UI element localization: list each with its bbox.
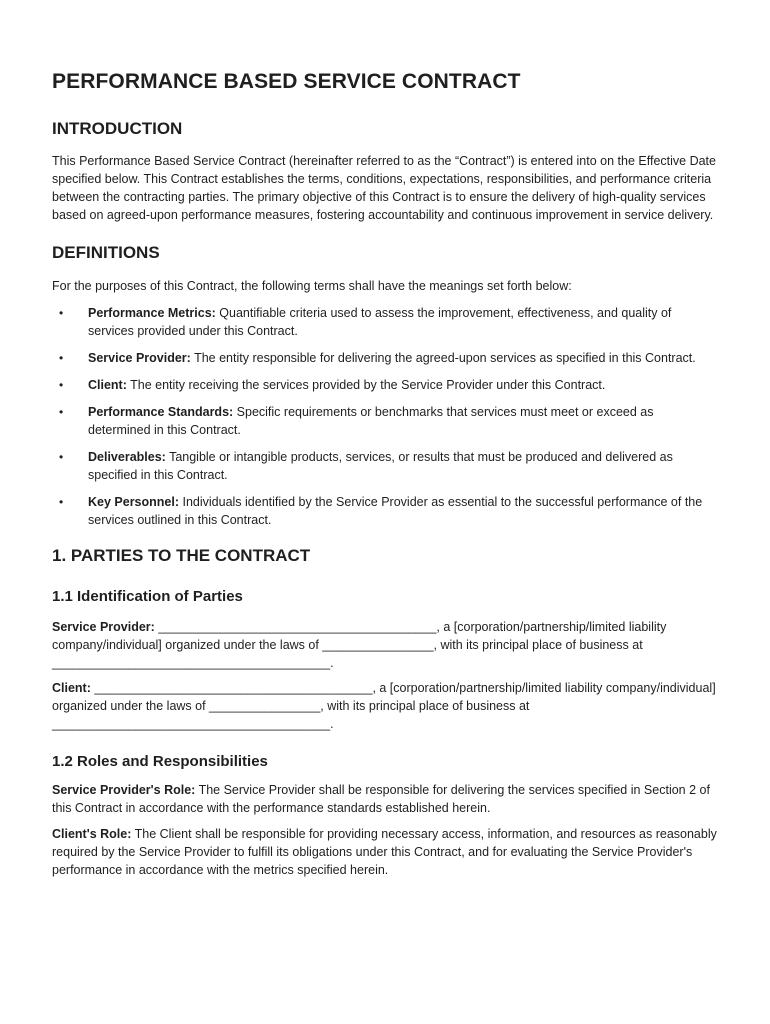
- bullet-icon: •: [59, 306, 64, 320]
- bullet-icon: •: [59, 450, 64, 464]
- definition-text: The entity responsible for delivering the agreed-upon services as specified in this Contract.: [190, 351, 696, 365]
- definition-text: Tangible or intangible products, services, or results that must be produced and delivered as specified in this Contract.: [88, 450, 673, 482]
- list-item: [52, 403, 718, 439]
- list-item: [52, 304, 718, 340]
- definition-text: The entity receiving the services provided by the Service Provider under this Contract.: [126, 378, 606, 392]
- client-role-label: Client's Role:: [52, 827, 132, 841]
- parties-heading: 1. PARTIES TO THE CONTRACT: [52, 546, 311, 565]
- definition-term: Performance Standards:: [88, 405, 234, 419]
- list-item: [52, 349, 718, 367]
- list-item: [52, 448, 718, 484]
- roles-heading: 1.2 Roles and Responsibilities: [52, 753, 268, 770]
- document-title: PERFORMANCE BASED SERVICE CONTRACT: [52, 70, 521, 93]
- definition-term: Client:: [88, 378, 127, 392]
- client-paragraph: [52, 679, 718, 733]
- definition-term: Performance Metrics:: [88, 306, 216, 320]
- client-role-text: The Client shall be responsible for providing necessary access, information, and resources as reasonably required by the Service Provider to fulfill its obligations under this Contract, and for evaluating the Service Provider's performance in accordance with the metrics specified herein.: [52, 827, 717, 877]
- identification-heading: 1.1 Identification of Parties: [52, 588, 243, 605]
- bullet-icon: •: [59, 378, 64, 392]
- client-role-paragraph: [52, 825, 718, 879]
- definition-term: Deliverables:: [88, 450, 166, 464]
- service-provider-label: Service Provider:: [52, 620, 155, 634]
- definition-text: Individuals identified by the Service Provider as essential to the successful performance of the services outlined in this Contract.: [88, 495, 703, 527]
- service-provider-role-paragraph: [52, 781, 718, 817]
- client-label: Client:: [52, 681, 91, 695]
- definitions-intro: For the purposes of this Contract, the following terms shall have the meanings set forth below:: [52, 279, 572, 293]
- definition-term: Service Provider:: [88, 351, 191, 365]
- introduction-paragraph: This Performance Based Service Contract (hereinafter referred to as the “Contract”) is entered into on the Effective Date specified below. This Contract establishes the terms, conditions, expectations, responsibilities, and performance criteria between the contracting parties. The primary objective of this Contract is to ensure the delivery of high-quality services based on agreed-upon performance measures, fostering accountability and continuous improvement in service delivery.: [52, 154, 716, 222]
- definitions-list: [52, 304, 718, 529]
- definition-text: Quantifiable criteria used to assess the improvement, effectiveness, and quality of services provided under this Contract.: [88, 306, 672, 338]
- service-provider-role-label: Service Provider's Role:: [52, 783, 196, 797]
- bullet-icon: •: [59, 405, 64, 419]
- client-text: ________________________________________, a [corporation/partnership/limited liability company/individual] organized under the laws of ________________, with its principal place of business at ________________________________________.: [52, 681, 716, 731]
- service-provider-role-text: The Service Provider shall be responsible for delivering the services specified in Section 2 of this Contract in accordance with the performance standards established herein.: [52, 783, 710, 815]
- list-item: [52, 376, 718, 394]
- definition-text: Specific requirements or benchmarks that services must meet or exceed as determined in this Contract.: [88, 405, 654, 437]
- service-provider-text: ________________________________________, a [corporation/partnership/limited liability company/individual] organized under the laws of ________________, with its principal place of business at ________________________________________.: [52, 620, 667, 670]
- bullet-icon: •: [59, 351, 64, 365]
- introduction-heading: INTRODUCTION: [52, 119, 183, 138]
- service-provider-paragraph: [52, 618, 718, 672]
- list-item: [52, 493, 718, 529]
- definitions-heading: DEFINITIONS: [52, 243, 160, 262]
- definition-term: Key Personnel:: [88, 495, 180, 509]
- bullet-icon: •: [59, 495, 64, 509]
